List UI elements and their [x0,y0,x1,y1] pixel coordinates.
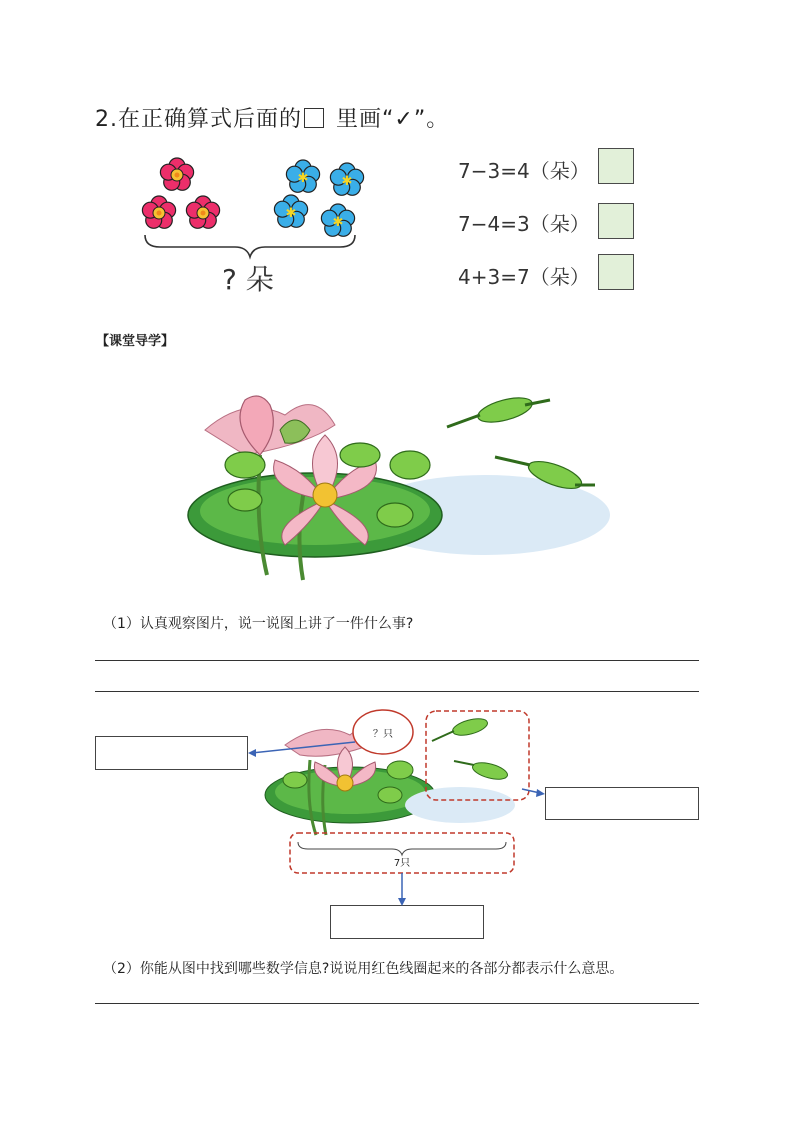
question-2-suffix: ”。 [413,107,450,132]
blue-flower-icon [321,204,354,236]
svg-text:✱: ✱ [332,215,344,230]
total-frogs-label: 7只 [393,858,411,869]
curly-brace [145,235,355,257]
diagram-illustration [240,705,550,910]
jumping-frog-icon [475,393,534,427]
arrow-left-icon [248,749,256,757]
section-title: 【课堂导学】 [96,334,175,349]
question-2-middle: 里画“ [328,107,395,132]
answer-box-3[interactable] [598,254,634,290]
pink-flower-icon [186,196,219,228]
pink-flower-icon [160,158,193,190]
answer-line-3[interactable] [95,1003,699,1004]
blue-flower-icon [286,160,319,192]
answer-line-2[interactable] [95,691,699,692]
answer-box-2[interactable] [598,203,634,239]
equation-3: 4+3=7（朵） [458,265,590,289]
svg-text:✱: ✱ [341,174,353,189]
blue-flower-icon [330,163,363,195]
unknown-frogs-label: ？只 [373,729,393,740]
right-answer-box[interactable] [545,787,699,820]
svg-text:✱: ✱ [285,206,297,221]
arrow-right-icon [536,789,545,797]
bottom-answer-box[interactable] [330,905,484,939]
frog-icon [390,451,430,479]
question-1-text: （1）认真观察图片，说一说图上讲了一件什么事? [103,616,414,632]
frog-icon [225,452,265,478]
question-2-guided-text: （2）你能从图中找到哪些数学信息?说说用红色线圈起来的各部分都表示什么意思。 [103,961,624,977]
pond-frogs-illustration [185,385,615,585]
arrow-down-icon [398,898,406,906]
frog-icon [377,503,413,527]
equation-1: 7−3=4（朵） [458,159,590,183]
equation-2: 7−4=3（朵） [458,212,590,236]
inline-box-icon [304,108,324,128]
frog-icon [228,489,262,511]
flower-count-label: ? 朵 [222,263,274,296]
flowers-illustration [135,150,375,260]
svg-text:✱: ✱ [297,171,309,186]
question-2-prefix: 2.在正确算式后面的 [95,107,302,132]
question-2-text [95,102,449,133]
blue-flower-icon [274,195,307,227]
left-answer-box[interactable] [95,736,248,770]
answer-box-1[interactable] [598,148,634,184]
answer-line-1[interactable] [95,660,699,661]
check-mark: ✓ [394,107,414,132]
pink-flower-icon [142,196,175,228]
frog-icon [340,443,380,467]
